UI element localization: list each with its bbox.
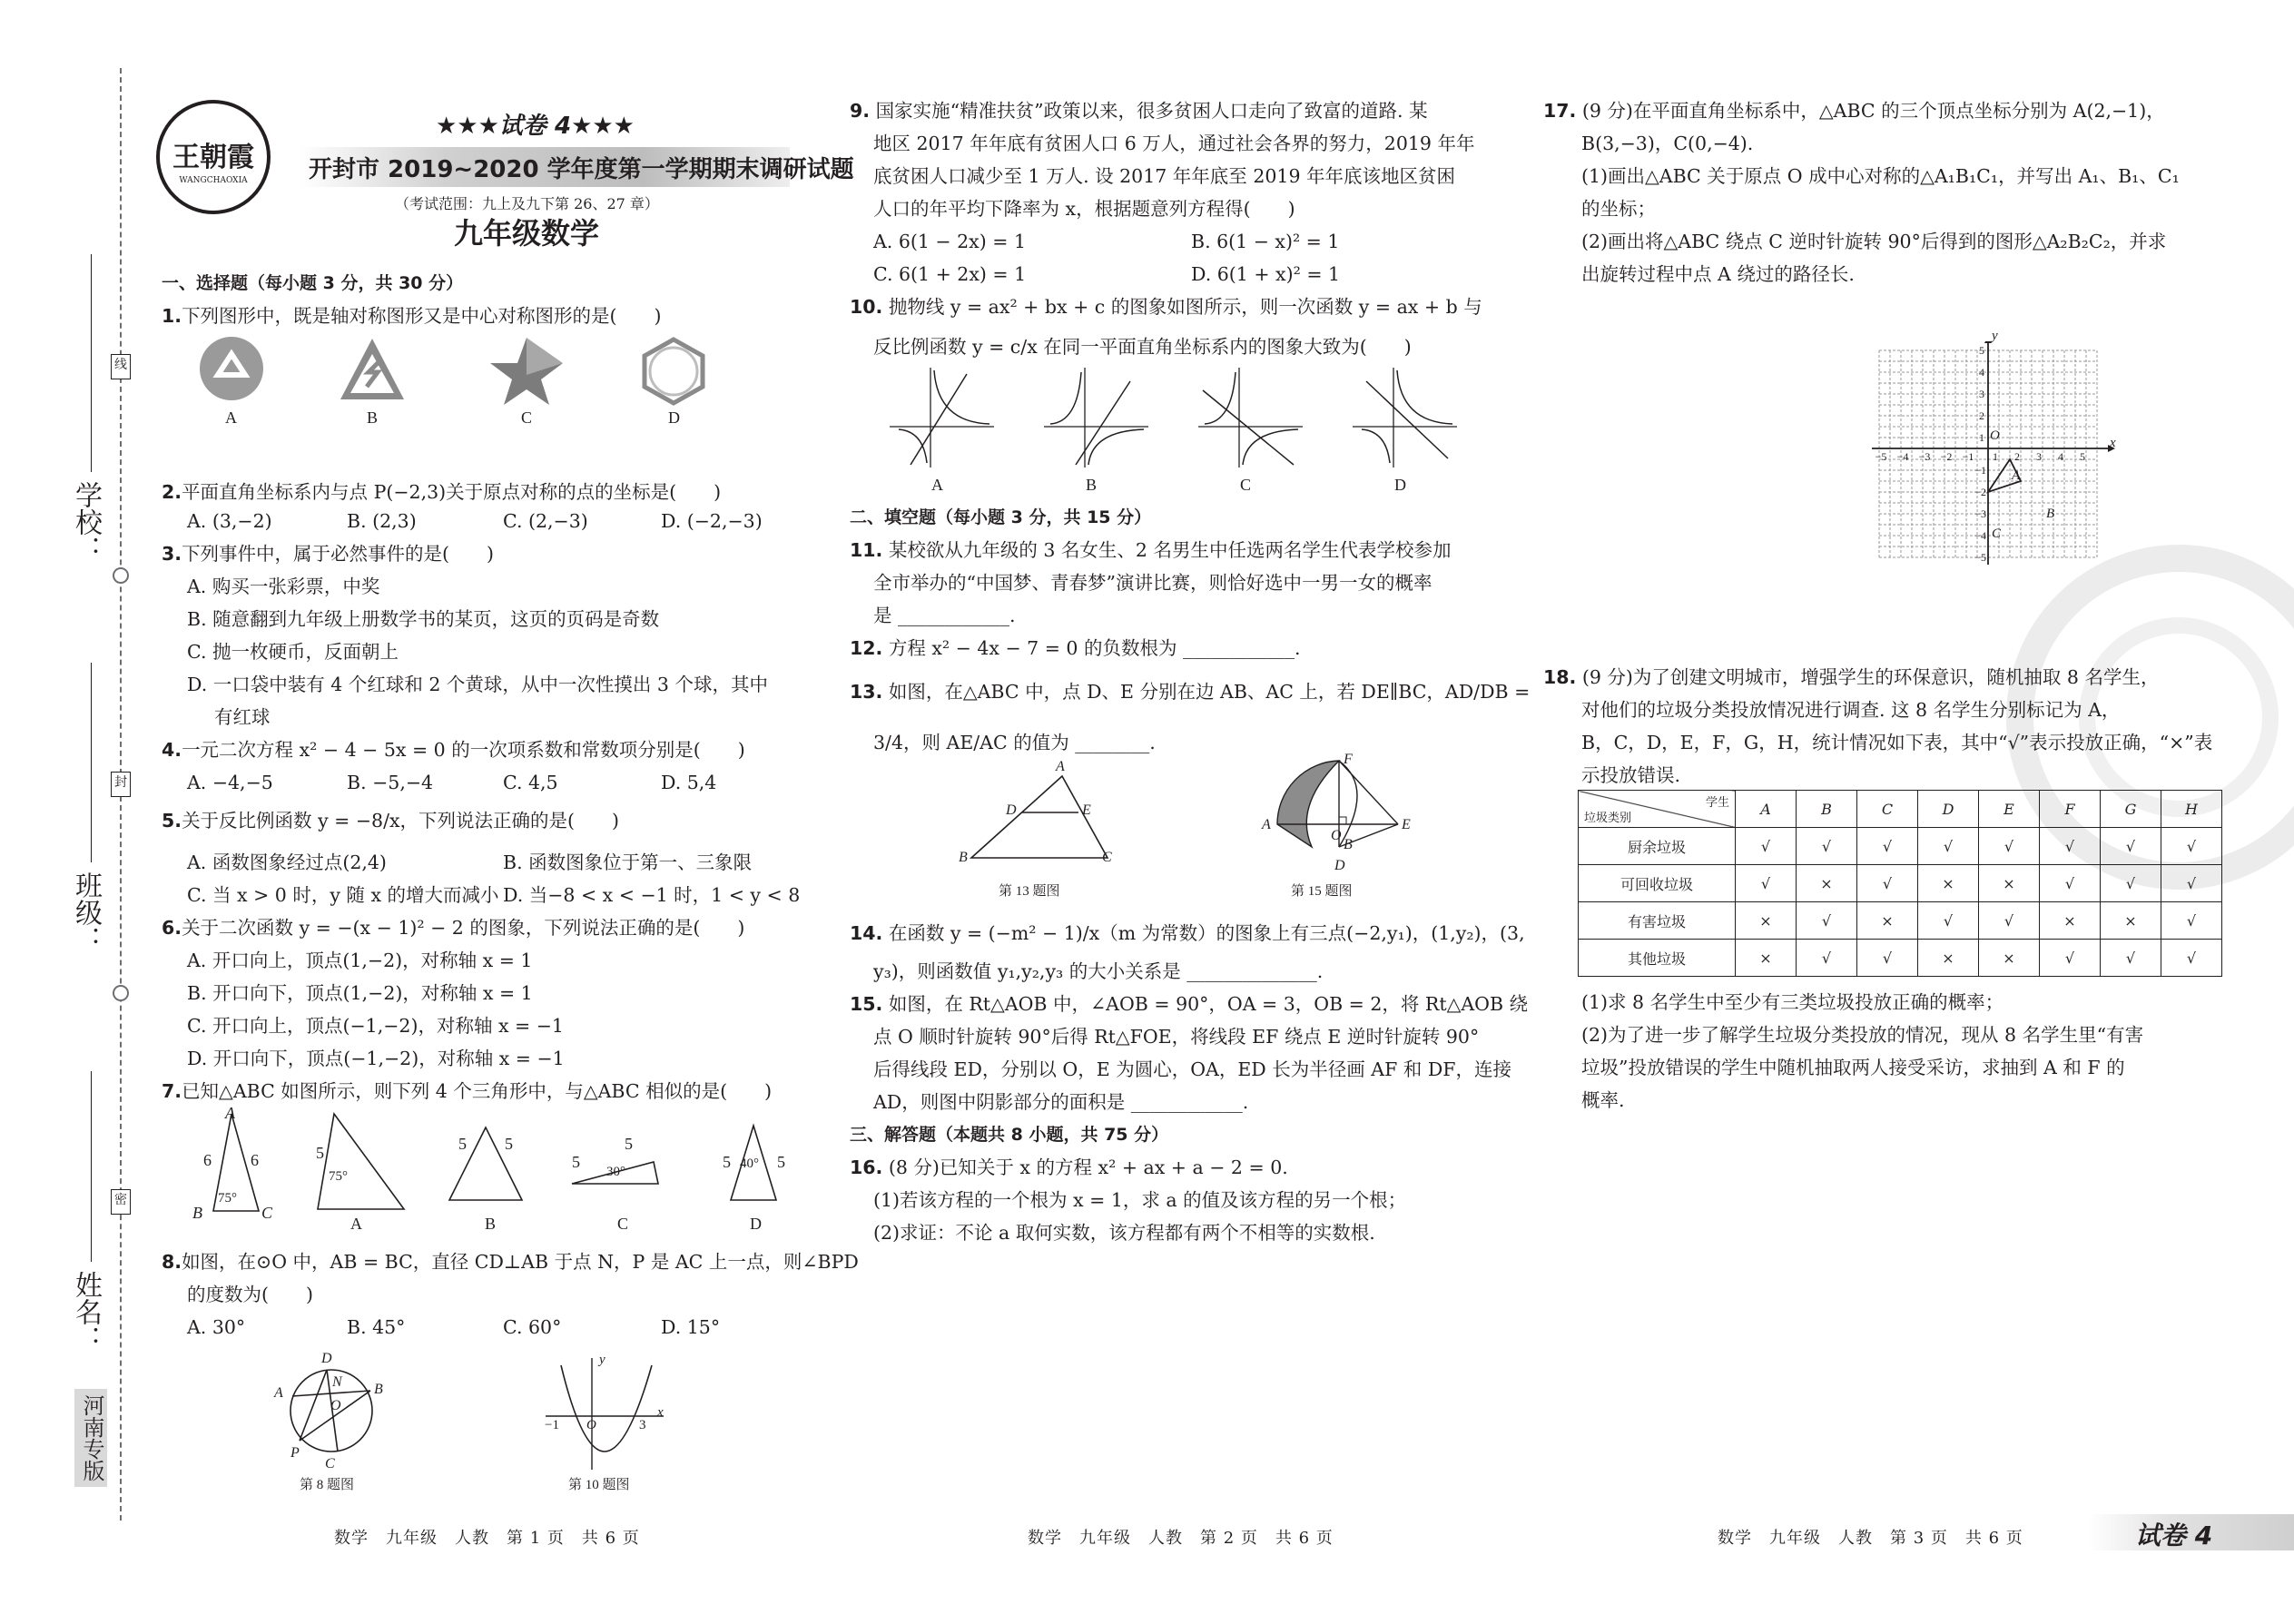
grid-axis-y: y: [1992, 329, 1998, 343]
brand-logo: [156, 100, 271, 214]
q15-num: 15.: [850, 993, 883, 1015]
fig10-axis-x: x: [657, 1405, 664, 1420]
q1-figures: [182, 334, 744, 407]
fig10-caption: 第 10 题图: [568, 1478, 630, 1492]
fig10-tick-3: 3: [639, 1418, 646, 1432]
fig10-axis-y: y: [599, 1353, 605, 1367]
recycle-icon: [200, 337, 263, 400]
table-corner: [1579, 791, 1736, 828]
q6-opt-c: C. 开口向上，顶点(−1,−2)，对称轴 x = −1: [187, 1015, 564, 1037]
side-5-b-right: 5: [505, 1135, 513, 1153]
q10-label-c: C: [1240, 476, 1252, 494]
line-mark-xian: 线: [111, 354, 131, 379]
xtick: 2: [2014, 450, 2020, 463]
q18-sub1: (1)求 8 名学生中至少有三类垃圾投放正确的概率；: [1581, 991, 2004, 1013]
q4-opt-c: C. 4,5: [503, 772, 558, 793]
ytick: −1: [1974, 464, 1986, 477]
star-icon: [490, 338, 563, 405]
q5-opt-a: A. 函数图象经过点(2,4): [187, 851, 387, 873]
q9-line1: [850, 94, 1428, 128]
table-cell: √: [2101, 865, 2161, 902]
q11-line1: [850, 534, 1452, 567]
q14-num: 14.: [850, 922, 883, 944]
binding-hole-icon: [113, 985, 129, 1001]
side-5-b-left: 5: [458, 1135, 467, 1153]
q18-text-1: (9 分)为了创建文明城市，增强学生的环保意识，随机抽取 8 名学生，: [1581, 666, 2160, 688]
q9-line4: 人口的年平均下降率为 x，根据题意列方程得( ): [873, 198, 1295, 220]
table-cell: √: [2101, 940, 2161, 977]
binding-margin: [0, 0, 136, 1624]
fig15-pt-b: B: [1344, 837, 1353, 852]
q7-figures: [182, 1109, 799, 1227]
q10-label-b: B: [1086, 476, 1098, 494]
q6-num: 6.: [162, 917, 182, 939]
student-header: H: [2161, 791, 2222, 828]
q8-opt-a: A. 30°: [187, 1316, 246, 1338]
table-cell: √: [2161, 940, 2222, 977]
xtick: 3: [2036, 450, 2042, 463]
table-cell: √: [2040, 828, 2101, 865]
q18-num: 18.: [1543, 666, 1577, 688]
ytick: −2: [1974, 486, 1986, 498]
table-cell: √: [2161, 828, 2222, 865]
table-cell: √: [2040, 940, 2101, 977]
table-cell: √: [1736, 828, 1797, 865]
fig13-caption: 第 13 题图: [999, 884, 1060, 899]
q6: [162, 911, 744, 945]
footer-page1: 数学 九年级 人教 第 1 页 共 6 页: [334, 1529, 640, 1548]
footer-page2: 数学 九年级 人教 第 2 页 共 6 页: [1028, 1529, 1334, 1548]
table-cell: √: [2040, 865, 2101, 902]
side-5-d-right: 5: [777, 1153, 785, 1171]
q13-line2: 3/4，则 AE/AC 的值为 ________.: [873, 732, 1156, 753]
hexagon-umbrella-icon: [645, 340, 703, 403]
class-label: 班级：: [70, 871, 102, 953]
side-5-c-top: 5: [625, 1135, 633, 1153]
table-cell: √: [1979, 828, 2040, 865]
fig15-pt-d: D: [1334, 858, 1345, 873]
q1-num: 1.: [162, 305, 182, 327]
brand-name: 王朝霞: [172, 142, 254, 173]
q8-num: 8.: [162, 1251, 182, 1273]
q18-line2: 对他们的垃圾分类投放情况进行调查. 这 8 名学生分别标记为 A，: [1581, 699, 2121, 721]
grid-pt-c: C: [1992, 527, 2002, 541]
xtick: 5: [2080, 450, 2085, 463]
q9-opt-d: D. 6(1 + x)² = 1: [1191, 263, 1341, 285]
q1-label-c: C: [521, 408, 533, 427]
grid-axis-x: x: [2110, 436, 2116, 450]
q10-graphs: [885, 363, 1502, 472]
q2-text: 平面直角坐标系内与点 P(−2,3)关于原点对称的点的坐标是( ): [182, 481, 722, 503]
q11-line3: 是 ____________.: [873, 605, 1016, 626]
q9-opt-a: A. 6(1 − 2x) = 1: [873, 231, 1026, 252]
q18-line4: 示投放错误.: [1581, 764, 1681, 786]
q16-line3: (2)求证：不论 a 取何实数，该方程都有两个不相等的实数根.: [873, 1222, 1375, 1244]
table-cell: ×: [1979, 865, 2040, 902]
q17-text-1: (9 分)在平面直角坐标系中，△ABC 的三个顶点坐标分别为 A(2,−1)，: [1581, 100, 2165, 122]
q8: [162, 1245, 859, 1279]
q1-text: 下列图形中，既是轴对称图形又是中心对称图形的是( ): [182, 305, 662, 327]
ytick: −4: [1974, 529, 1986, 542]
fig15-pt-e: E: [1402, 817, 1411, 832]
q10-graph-c: [1198, 368, 1303, 468]
tri-label-c: C: [261, 1204, 273, 1222]
grid-origin: O: [1990, 428, 2000, 443]
q3-text: 下列事件中，属于必然事件的是( ): [182, 543, 495, 565]
student-header: G: [2101, 791, 2161, 828]
fig8-pt-n: N: [332, 1374, 342, 1390]
q5-opt-c: C. 当 x > 0 时，y 随 x 的增大而减小: [187, 884, 499, 906]
table-row: [1579, 940, 2222, 977]
fig15-caption: 第 15 题图: [1291, 884, 1353, 899]
row-category: 可回收垃圾: [1579, 865, 1736, 902]
table-cell: ×: [2101, 902, 2161, 940]
q6-text: 关于二次函数 y = −(x − 1)² − 2 的图象，下列说法正确的是( ): [182, 917, 745, 939]
q18-sub3: 垃圾”投放错误的学生中随机抽取两人接受采访，求抽到 A 和 F 的: [1581, 1057, 2125, 1078]
table-cell: √: [2101, 828, 2161, 865]
q6-opt-a: A. 开口向上，顶点(1,−2)，对称轴 x = 1: [187, 950, 533, 971]
fig8-pt-a: A: [274, 1385, 283, 1401]
table-cell: √: [1918, 902, 1979, 940]
section1-heading: 一、选择题（每小题 3 分，共 30 分）: [162, 273, 464, 293]
ytick: −5: [1974, 551, 1986, 564]
q5-opt-b: B. 函数图象位于第一、三象限: [503, 851, 753, 873]
q7-label-d: D: [750, 1215, 762, 1233]
q12: [850, 632, 1301, 665]
q13-text-1: 如图，在△ABC 中，点 D、E 分别在边 AB、AC 上，若 DE∥BC，AD/DB =: [888, 681, 1531, 703]
exam-title: 开封市 2019~2020 学年度第一学期期末调研试题: [309, 156, 854, 183]
xtick: 1: [1993, 450, 1998, 463]
row-category: 有害垃圾: [1579, 902, 1736, 940]
fig13-pt-d: D: [1006, 802, 1017, 818]
q3-opt-d: D. 一口袋中装有 4 个红球和 2 个黄球，从中一次性摸出 3 个球，其中: [187, 674, 768, 695]
q2-opt-a: A. (3,−2): [187, 510, 272, 532]
fig8-pt-p: P: [290, 1445, 300, 1461]
q4-num: 4.: [162, 739, 182, 761]
q5-num: 5.: [162, 810, 182, 832]
student-header: C: [1857, 791, 1918, 828]
q16-num: 16.: [850, 1156, 883, 1178]
xtick: −5: [1875, 450, 1887, 463]
q10-text-1: 抛物线 y = ax² + bx + c 的图象如图所示，则一次函数 y = ax + b 与: [888, 296, 1482, 318]
table-cell: √: [2161, 865, 2222, 902]
edition-badge: 河南专版: [74, 1389, 107, 1487]
q9-text-1: 国家实施“精准扶贫”政策以来，很多贫困人口走向了致富的道路. 某: [875, 100, 1428, 122]
q1: [162, 300, 662, 333]
q10-label-a: A: [931, 476, 943, 494]
side-5-a: 5: [316, 1144, 324, 1162]
fig8-pt-c: C: [325, 1456, 335, 1471]
ytick: −3: [1974, 507, 1986, 520]
q14-line2: y₃)，则函数值 y₁,y₂,y₃ 的大小关系是 ______________.: [873, 960, 1324, 982]
waste-sorting-table: [1578, 790, 2222, 977]
fig8-caption: 第 8 题图: [300, 1478, 355, 1492]
warning-triangle-icon: [340, 339, 404, 399]
student-header: F: [2040, 791, 2101, 828]
q6-opt-b: B. 开口向下，顶点(1,−2)，对称轴 x = 1: [187, 982, 533, 1004]
q9-line3: 底贫困人口减少至 1 万人. 设 2017 年年底至 2019 年年底该地区贫困: [873, 165, 1456, 187]
q3-opt-c: C. 抛一枚硬币，反面朝上: [187, 641, 399, 663]
q7-text: 已知△ABC 如图所示，则下列 4 个三角形中，与△ABC 相似的是( ): [182, 1080, 773, 1102]
brand-sub: WANGCHAOXIA: [179, 176, 248, 185]
q8-opt-b: B. 45°: [347, 1316, 406, 1338]
grid-yticks: [1972, 345, 1984, 443]
q15-text-1: 如图，在 Rt△AOB 中，∠AOB = 90°，OA = 3，OB = 2，将 Rt△AOB 绕: [888, 993, 1529, 1015]
paper-label: ★★★试卷 4★★★: [436, 113, 635, 140]
ytick: 4: [1979, 366, 1984, 379]
angle-30-c: 30°: [606, 1165, 625, 1179]
q9-opt-b: B. 6(1 − x)² = 1: [1191, 231, 1340, 252]
q18-sub4: 概率.: [1581, 1089, 1625, 1111]
q3-opt-b: B. 随意翻到九年级上册数学书的某页，这页的页码是奇数: [187, 608, 660, 630]
name-label: 姓名：: [70, 1271, 102, 1353]
q7: [162, 1075, 772, 1108]
subject-title: 九年级数学: [454, 216, 600, 251]
q2-num: 2.: [162, 481, 182, 503]
fig13-pt-b: B: [959, 850, 968, 865]
q3-num: 3.: [162, 543, 182, 565]
q5-text: 关于反比例函数 y = −8/x，下列说法正确的是( ): [182, 810, 620, 832]
table-cell: ×: [1918, 940, 1979, 977]
q10-label-d: D: [1394, 476, 1406, 494]
table-cell: √: [1979, 902, 2040, 940]
q18-line1: [1543, 661, 2160, 694]
xtick: −3: [1918, 450, 1931, 463]
q15-line1: [850, 988, 1528, 1021]
table-cell: ×: [1979, 940, 2040, 977]
q9-opt-c: C. 6(1 + 2x) = 1: [873, 263, 1027, 285]
fig13-pt-a: A: [1056, 759, 1065, 774]
q4-opt-b: B. −5,−4: [347, 772, 434, 793]
q1-label-a: A: [225, 408, 237, 427]
student-header: D: [1918, 791, 1979, 828]
section3-heading: 三、解答题（本题共 8 小题，共 75 分）: [850, 1125, 1169, 1145]
section2-heading: 二、填空题（每小题 3 分，共 15 分）: [850, 507, 1152, 527]
binding-hole-icon: [113, 567, 129, 584]
corner-bottom: 垃圾类别: [1584, 812, 1632, 825]
fig10-origin: O: [586, 1418, 596, 1432]
table-row: [1579, 902, 2222, 940]
school-label: 学校：: [70, 481, 102, 563]
table-cell: √: [1857, 865, 1918, 902]
row-category: 其他垃圾: [1579, 940, 1736, 977]
side-5-c-left: 5: [572, 1153, 580, 1171]
q16-line1: [850, 1151, 1288, 1185]
table-header-row: [1579, 791, 2222, 828]
table-cell: √: [1857, 828, 1918, 865]
table-cell: √: [1857, 940, 1918, 977]
q4-opt-a: A. −4,−5: [187, 772, 273, 793]
q7-num: 7.: [162, 1080, 182, 1102]
xtick: −1: [1962, 450, 1974, 463]
q7-label-c: C: [617, 1215, 629, 1233]
fig15-pt-o: O: [1331, 828, 1342, 843]
footer-paper-tag: 试卷 4: [2135, 1521, 2213, 1550]
fig8-pt-o: O: [330, 1398, 341, 1413]
q13-num: 13.: [850, 681, 883, 703]
q18-line3: B，C，D，E，F，G，H，统计情况如下表，其中“√”表示投放正确，“×”表: [1581, 732, 2213, 753]
q1-label-d: D: [668, 408, 680, 427]
q14-line1: [850, 917, 1525, 950]
q12-num: 12.: [850, 637, 883, 659]
q10-graph-d: [1353, 368, 1457, 468]
q17-line5: (2)画出将△ABC 绕点 C 逆时针旋转 90°后得到的图形△A₂B₂C₂，并求: [1581, 231, 2167, 252]
q8-text2: 的度数为( ): [187, 1284, 313, 1305]
q17-line3: (1)画出△ABC 关于原点 O 成中心对称的△A₁B₁C₁，并写出 A₁、B₁、C₁: [1581, 165, 2180, 187]
xtick: −2: [1940, 450, 1953, 463]
tri-label-b: B: [192, 1204, 202, 1222]
angle-75-abc: 75°: [218, 1191, 237, 1206]
fig8-pt-b: B: [374, 1382, 383, 1397]
q17-line1: [1543, 94, 2165, 128]
q8-opt-c: C. 60°: [503, 1316, 562, 1338]
table-row: [1579, 865, 2222, 902]
q4-text: 一元二次方程 x² − 4 − 5x = 0 的一次项系数和常数项分别是( ): [182, 739, 745, 761]
grid-pt-b: B: [2046, 507, 2055, 521]
angle-75-a: 75°: [329, 1169, 348, 1184]
exam-scope: （考试范围：九上及九下第 26、27 章）: [395, 195, 659, 212]
student-header: B: [1797, 791, 1857, 828]
student-header: E: [1979, 791, 2040, 828]
table-cell: √: [1918, 828, 1979, 865]
q8-opt-d: D. 15°: [661, 1316, 721, 1338]
ytick: 3: [1979, 388, 1984, 400]
q9-num: 9.: [850, 100, 871, 122]
q4-opt-d: D. 5,4: [661, 772, 717, 793]
q8-text: 如图，在⊙O 中，AB = BC，直径 CD⊥AB 于点 N，P 是 AC 上一点，则∠BPD: [182, 1251, 859, 1273]
fig15-pt-a: A: [1262, 817, 1271, 832]
table-cell: √: [1736, 865, 1797, 902]
q14-text-1: 在函数 y = (−m² − 1)/x（m 为常数）的图象上有三点(−2,y₁)，(1,y₂)，(3,: [888, 922, 1525, 944]
fig13-triangle: [962, 767, 1117, 867]
q17-line6: 出旋转过程中点 A 绕过的路径长.: [1581, 263, 1855, 285]
q3-opt-d-cont: 有红球: [214, 706, 271, 728]
grid-yticks-neg: [1970, 465, 1986, 563]
q10-line1: [850, 290, 1482, 324]
fig13-pt-e: E: [1082, 802, 1091, 818]
table-cell: ×: [1736, 902, 1797, 940]
q4: [162, 733, 745, 767]
q16-line2: (1)若该方程的一个根为 x = 1，求 a 的值及该方程的另一个根；: [873, 1189, 1407, 1211]
triangle-option-a: [318, 1114, 404, 1209]
line-mark-mi: 密: [111, 1189, 131, 1215]
ytick: 1: [1979, 431, 1984, 444]
q5-opt-d: D. 当−8 < x < −1 时，1 < y < 8: [503, 884, 801, 906]
q15-line4: AD，则图中阴影部分的面积是 ____________.: [873, 1091, 1249, 1113]
q5: [162, 804, 619, 838]
q17-num: 17.: [1543, 100, 1577, 122]
fig10-parabola: [541, 1356, 668, 1474]
table-cell: ×: [1797, 865, 1857, 902]
table-cell: ×: [1918, 865, 1979, 902]
corner-top: 学生: [1705, 796, 1729, 810]
fig10-tick-neg1: −1: [545, 1418, 559, 1432]
xtick: −4: [1896, 450, 1909, 463]
table-cell: ×: [1736, 940, 1797, 977]
ytick: 2: [1979, 409, 1984, 422]
q7-label-a: A: [350, 1215, 362, 1233]
ytick: 5: [1979, 344, 1984, 357]
q13-line1: [850, 675, 1530, 709]
side-6-right: 6: [251, 1151, 259, 1169]
table-cell: √: [2161, 902, 2222, 940]
side-5-d-left: 5: [723, 1153, 731, 1171]
table-cell: √: [1797, 828, 1857, 865]
q3-opt-a: A. 购买一张彩票，中奖: [187, 576, 380, 597]
q10-num: 10.: [850, 296, 883, 318]
student-header: A: [1736, 791, 1797, 828]
fig15-pt-f: F: [1344, 752, 1353, 767]
grid-xticks-pos: [1984, 450, 2093, 464]
q10-graph-a: [890, 368, 994, 468]
q10-line2: 反比例函数 y = c/x 在同一平面直角坐标系内的图象大致为( ): [873, 336, 1412, 358]
fig13-pt-c: C: [1102, 850, 1112, 865]
q10-graph-b: [1044, 368, 1148, 468]
xtick: 4: [2058, 450, 2063, 463]
grid-xticks-neg: [1870, 450, 1979, 464]
angle-40-d: 40°: [740, 1156, 759, 1171]
fig8-pt-d: D: [321, 1351, 332, 1366]
class-line: [91, 663, 92, 862]
q11-line2: 全市举办的“中国梦、青春梦”演讲比赛，则恰好选中一男一女的概率: [873, 572, 1433, 594]
q12-text: 方程 x² − 4x − 7 = 0 的负数根为 ____________.: [888, 637, 1301, 659]
q16-text-1: (8 分)已知关于 x 的方程 x² + ax + a − 2 = 0.: [888, 1156, 1288, 1178]
q2-opt-b: B. (2,3): [347, 510, 417, 532]
q15-line2: 点 O 顺时针旋转 90°后得 Rt△FOE，将线段 EF 绕点 E 逆时针旋转 90°: [873, 1026, 1480, 1048]
grid-pt-a: A: [2012, 468, 2021, 483]
q2-opt-c: C. (2,−3): [503, 510, 588, 532]
table-row: [1579, 828, 2222, 865]
q2-opt-d: D. (−2,−3): [661, 510, 763, 532]
q6-opt-d: D. 开口向下，顶点(−1,−2)，对称轴 x = −1: [187, 1048, 565, 1069]
q11-num: 11.: [850, 539, 883, 561]
q9-line2: 地区 2017 年年底有贫困人口 6 万人，通过社会各界的努力，2019 年年: [873, 133, 1475, 154]
table-cell: √: [1797, 940, 1857, 977]
q15-line3: 后得线段 ED，分别以 O，E 为圆心，OA，ED 长为半径画 AF 和 DF，连接: [873, 1058, 1511, 1080]
q3: [162, 537, 494, 571]
tri-label-a: A: [225, 1104, 235, 1122]
q17-line2: B(3,−3)，C(0,−4).: [1581, 133, 1754, 154]
line-mark-feng: 封: [111, 772, 131, 797]
row-category: 厨余垃圾: [1579, 828, 1736, 865]
table-cell: ×: [2040, 902, 2101, 940]
table-cell: ×: [1857, 902, 1918, 940]
school-line: [91, 254, 92, 472]
q17-line4: 的坐标；: [1581, 198, 1656, 220]
name-line: [91, 1071, 92, 1262]
table-cell: √: [1797, 902, 1857, 940]
side-6-left: 6: [203, 1151, 212, 1169]
q7-label-b: B: [485, 1215, 497, 1233]
q18-sub2: (2)为了进一步了解学生垃圾分类投放的情况，现从 8 名学生里“有害: [1581, 1024, 2144, 1046]
q1-label-b: B: [367, 408, 379, 427]
q11-text-1: 某校欲从九年级的 3 名女生、2 名男生中任选两名学生代表学校参加: [888, 539, 1452, 561]
footer-page3: 数学 九年级 人教 第 3 页 共 6 页: [1718, 1529, 2023, 1548]
